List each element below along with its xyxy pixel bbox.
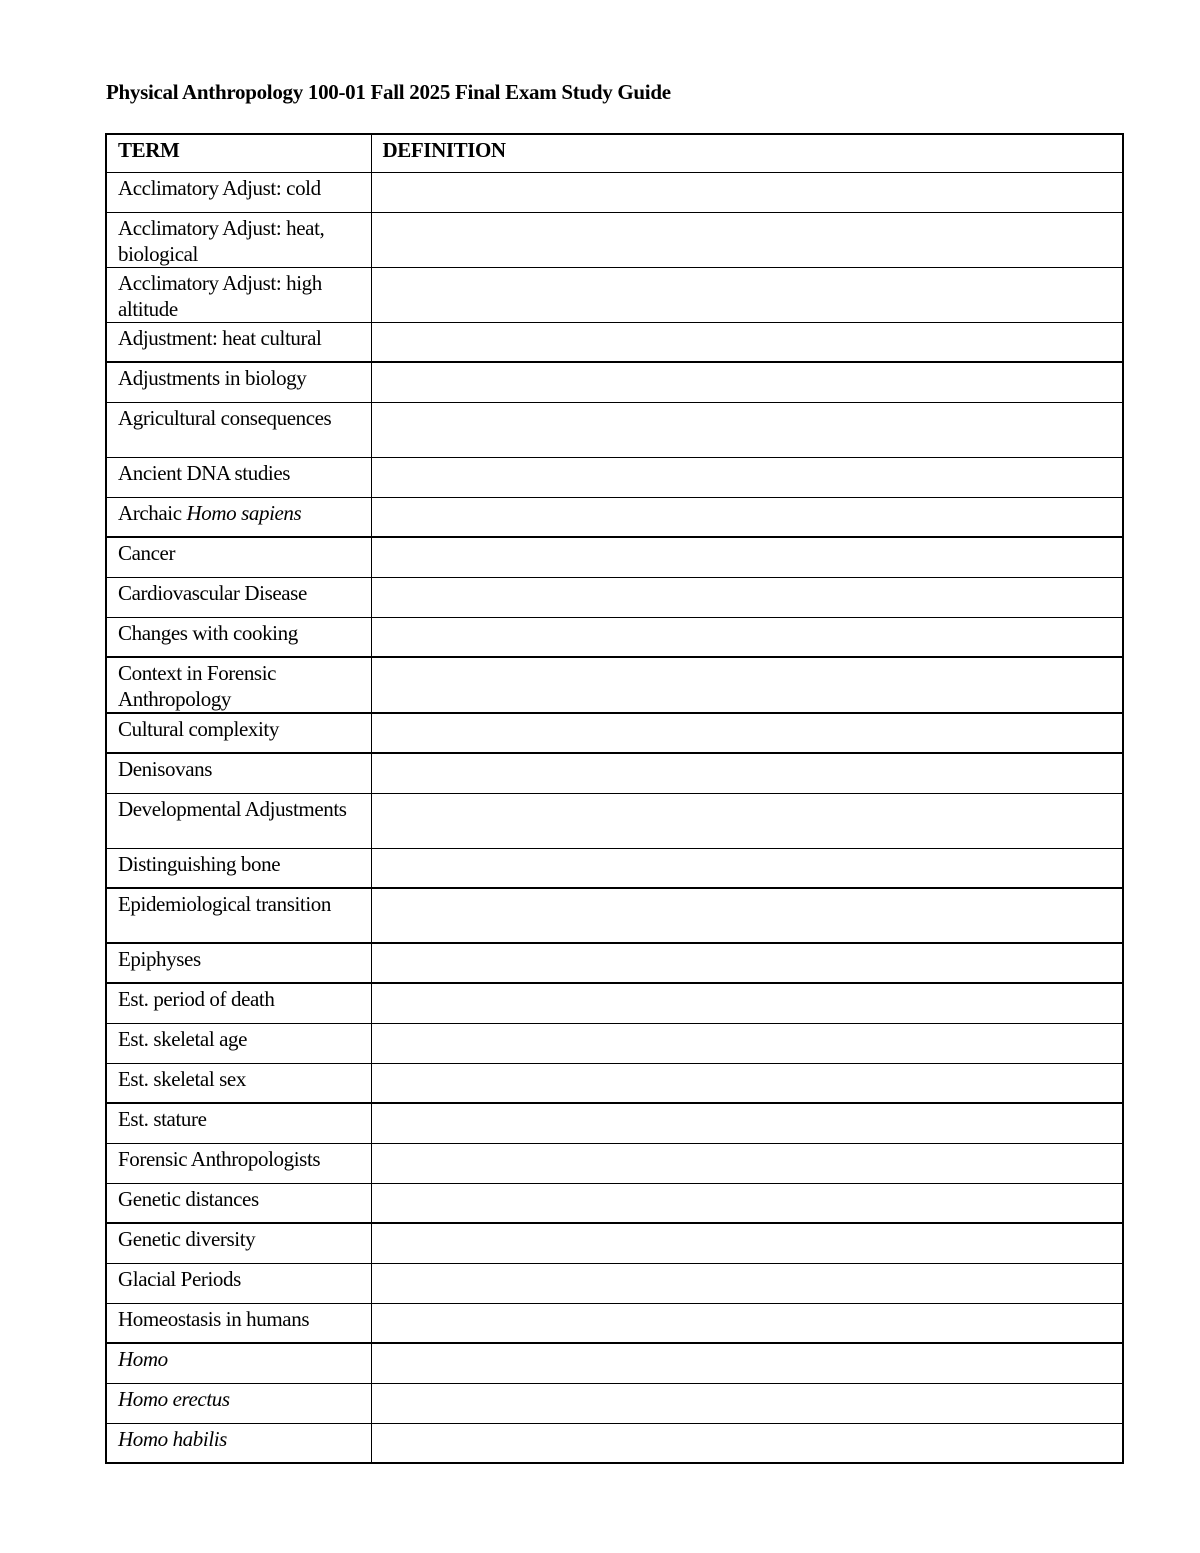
term-cell: Acclimatory Adjust: high altitude: [106, 267, 371, 322]
definition-cell[interactable]: [371, 402, 1123, 457]
table-row: [106, 753, 1123, 793]
term-column-header: TERM: [106, 134, 371, 172]
term-cell: Cancer: [106, 537, 371, 577]
table-row: [106, 537, 1123, 577]
table-row: [106, 983, 1123, 1023]
definition-cell[interactable]: [371, 848, 1123, 888]
table-row: [106, 577, 1123, 617]
definition-cell[interactable]: [371, 267, 1123, 322]
definition-cell[interactable]: [371, 497, 1123, 537]
table-row: [106, 888, 1123, 943]
table-row: [106, 1063, 1123, 1103]
term-cell: Est. period of death: [106, 983, 371, 1023]
table-row: [106, 212, 1123, 267]
term-cell: Epidemiological transition: [106, 888, 371, 943]
page-title: Physical Anthropology 100-01 Fall 2025 Final Exam Study Guide: [106, 80, 671, 104]
table-row: [106, 1423, 1123, 1463]
definition-cell[interactable]: [371, 212, 1123, 267]
term-cell: Epiphyses: [106, 943, 371, 983]
term-cell: [106, 1423, 371, 1463]
definition-cell[interactable]: [371, 1143, 1123, 1183]
definition-cell[interactable]: [371, 1303, 1123, 1343]
definition-cell[interactable]: [371, 617, 1123, 657]
definition-cell[interactable]: [371, 713, 1123, 753]
term-cell: Distinguishing bone: [106, 848, 371, 888]
table-row: [106, 1143, 1123, 1183]
table-row: [106, 267, 1123, 322]
definition-cell[interactable]: [371, 793, 1123, 848]
term-cell: Acclimatory Adjust: cold: [106, 172, 371, 212]
definition-cell[interactable]: [371, 322, 1123, 362]
definition-cell[interactable]: [371, 362, 1123, 402]
term-cell: [106, 1343, 371, 1383]
table-row: [106, 1223, 1123, 1263]
definition-cell[interactable]: [371, 983, 1123, 1023]
definition-cell[interactable]: [371, 1103, 1123, 1143]
term-italic: Homo erectus: [118, 1386, 230, 1411]
table-row: [106, 497, 1123, 537]
definition-cell[interactable]: [371, 1383, 1123, 1423]
term-italic: Homo: [118, 1347, 168, 1371]
term-cell: Genetic distances: [106, 1183, 371, 1223]
term-cell: Acclimatory Adjust: heat, biological: [106, 212, 371, 267]
term-cell: Developmental Adjustments: [106, 793, 371, 848]
term-cell: Context in Forensic Anthropology: [106, 657, 371, 713]
table-row: [106, 402, 1123, 457]
table-row: [106, 657, 1123, 713]
definition-cell[interactable]: [371, 888, 1123, 943]
table-row: [106, 1023, 1123, 1063]
table-row: [106, 848, 1123, 888]
table-row: [106, 617, 1123, 657]
table-row: [106, 1383, 1123, 1423]
term-cell: Cultural complexity: [106, 713, 371, 753]
definition-cell[interactable]: [371, 753, 1123, 793]
definition-cell[interactable]: [371, 537, 1123, 577]
term-cell: Est. skeletal age: [106, 1023, 371, 1063]
definition-cell[interactable]: [371, 577, 1123, 617]
term-cell: [106, 1383, 371, 1423]
term-cell: Glacial Periods: [106, 1263, 371, 1303]
term-cell: Denisovans: [106, 753, 371, 793]
table-row: [106, 943, 1123, 983]
term-cell: Genetic diversity: [106, 1223, 371, 1263]
definition-cell[interactable]: [371, 1423, 1123, 1463]
term-cell: Agricultural consequences: [106, 402, 371, 457]
term-cell: Adjustment: heat cultural: [106, 322, 371, 362]
study-guide-table: [105, 133, 1124, 1464]
term-cell: Est. stature: [106, 1103, 371, 1143]
table-row: [106, 1103, 1123, 1143]
term-cell: Adjustments in biology: [106, 362, 371, 402]
term-cell: Homeostasis in humans: [106, 1303, 371, 1343]
table-row: [106, 793, 1123, 848]
table-row: [106, 362, 1123, 402]
term-prefix: Archaic: [118, 500, 187, 525]
definition-cell[interactable]: [371, 1223, 1123, 1263]
definition-cell[interactable]: [371, 657, 1123, 713]
term-cell: Forensic Anthropologists: [106, 1143, 371, 1183]
definition-cell[interactable]: [371, 172, 1123, 212]
definition-cell[interactable]: [371, 457, 1123, 497]
term-italic: Homo habilis: [118, 1426, 227, 1451]
term-cell: Cardiovascular Disease: [106, 577, 371, 617]
definition-cell[interactable]: [371, 1263, 1123, 1303]
definition-cell[interactable]: [371, 1183, 1123, 1223]
term-cell: Changes with cooking: [106, 617, 371, 657]
table-row: [106, 1183, 1123, 1223]
table-row: [106, 713, 1123, 753]
term-italic: Homo sapiens: [186, 500, 302, 525]
table-row: [106, 457, 1123, 497]
table-header-row: [106, 134, 1123, 172]
definition-cell[interactable]: [371, 943, 1123, 983]
table-row: [106, 172, 1123, 212]
term-cell: Est. skeletal sex: [106, 1063, 371, 1103]
table-row: [106, 1303, 1123, 1343]
table-row: [106, 322, 1123, 362]
table-row: [106, 1263, 1123, 1303]
table-row: [106, 1343, 1123, 1383]
term-cell: [106, 497, 371, 537]
definition-cell[interactable]: [371, 1063, 1123, 1103]
term-cell: Ancient DNA studies: [106, 457, 371, 497]
definition-cell[interactable]: [371, 1343, 1123, 1383]
definition-cell[interactable]: [371, 1023, 1123, 1063]
definition-column-header: DEFINITION: [371, 134, 1123, 172]
